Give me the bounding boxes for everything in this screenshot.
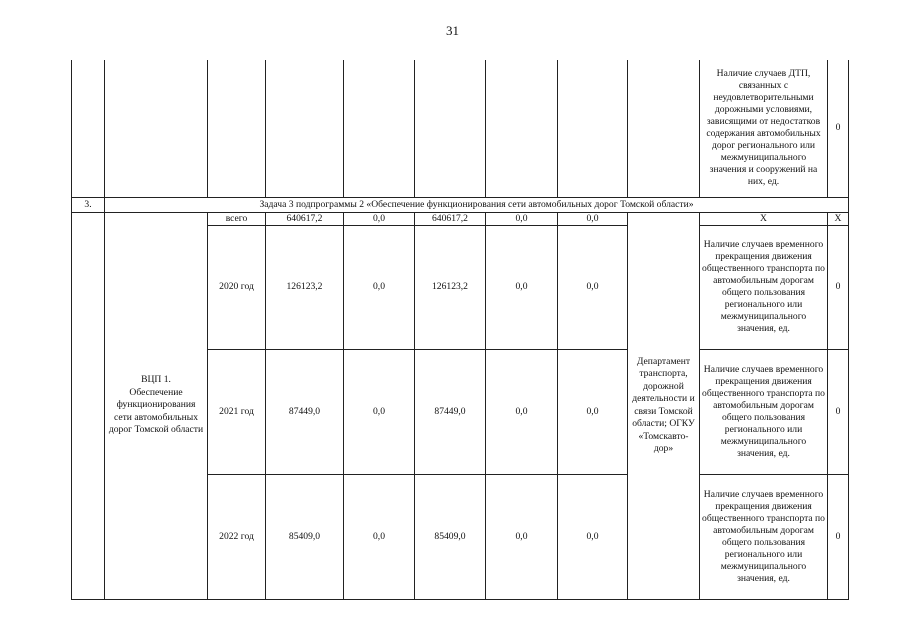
value-cell: 0 — [828, 474, 849, 599]
program-name: ВЦП 1. Обеспечение функционирования сети автомобильных дорог Томской области — [105, 212, 208, 599]
value-cell: X — [828, 212, 849, 225]
total-cell: 85409,0 — [266, 474, 344, 599]
regional-cell: 126123,2 — [415, 225, 486, 349]
cell-regional — [415, 60, 486, 197]
cell-num — [72, 60, 105, 197]
cell-other — [558, 60, 628, 197]
total-cell: 640617,2 — [266, 212, 344, 225]
total-cell: 87449,0 — [266, 349, 344, 474]
period-cell: 2022 год — [208, 474, 266, 599]
other-cell: 0,0 — [558, 474, 628, 599]
task-title: Задача 3 подпрограммы 2 «Обеспечение функционирования сети автомобильных дорог Томской области» — [105, 197, 849, 212]
regional-cell: 87449,0 — [415, 349, 486, 474]
regional-cell: 640617,2 — [415, 212, 486, 225]
table-row — [72, 60, 849, 197]
period-cell: всего — [208, 212, 266, 225]
period-cell: 2021 год — [208, 349, 266, 474]
cell-executor — [628, 60, 700, 197]
regional-cell: 85409,0 — [415, 474, 486, 599]
cell-num — [72, 212, 105, 599]
federal-cell: 0,0 — [344, 349, 415, 474]
task-number: 3. — [72, 197, 105, 212]
executor-cell: Департамент транспорта, дорожной деятельности и связи Томской области; ОГКУ «Томскавто- дор» — [628, 212, 700, 599]
value-cell: 0 — [828, 225, 849, 349]
federal-cell: 0,0 — [344, 225, 415, 349]
indicator-cell: Наличие случаев временного прекращения движения общественного транспорта по автомобильным дорогам общего пользования регионального или межмуниципального значения, ед. — [700, 349, 828, 474]
page-number: 31 — [446, 23, 459, 38]
indicator-cell: X — [700, 212, 828, 225]
value-cell: 0 — [828, 60, 849, 197]
local-cell: 0,0 — [486, 212, 558, 225]
cell-federal — [344, 60, 415, 197]
indicator-cell: Наличие случаев временного прекращения движения общественного транспорта по автомобильным дорогам общего пользования регионального или межмуниципального значения, ед. — [700, 474, 828, 599]
program-table — [71, 60, 849, 600]
cell-local — [486, 60, 558, 197]
cell-total — [266, 60, 344, 197]
period-cell: 2020 год — [208, 225, 266, 349]
indicator-cell: Наличие случаев временного прекращения движения общественного транспорта по автомобильным дорогам общего пользования регионального или межмуниципального значения, ед. — [700, 225, 828, 349]
local-cell: 0,0 — [486, 225, 558, 349]
federal-cell: 0,0 — [344, 212, 415, 225]
other-cell: 0,0 — [558, 212, 628, 225]
value-cell: 0 — [828, 349, 849, 474]
other-cell: 0,0 — [558, 349, 628, 474]
indicator-cell: Наличие случаев ДТП, связанных с неудовлетворительными дорожными условиями, зависящими от недостатков содержания автомобильных дорог регионального или межмуниципального значения и сооружений на них, ед. — [700, 60, 828, 197]
local-cell: 0,0 — [486, 349, 558, 474]
task-row — [72, 197, 849, 212]
total-cell: 126123,2 — [266, 225, 344, 349]
table-row — [72, 212, 849, 225]
federal-cell: 0,0 — [344, 474, 415, 599]
local-cell: 0,0 — [486, 474, 558, 599]
cell-period — [208, 60, 266, 197]
cell-name — [105, 60, 208, 197]
other-cell: 0,0 — [558, 225, 628, 349]
